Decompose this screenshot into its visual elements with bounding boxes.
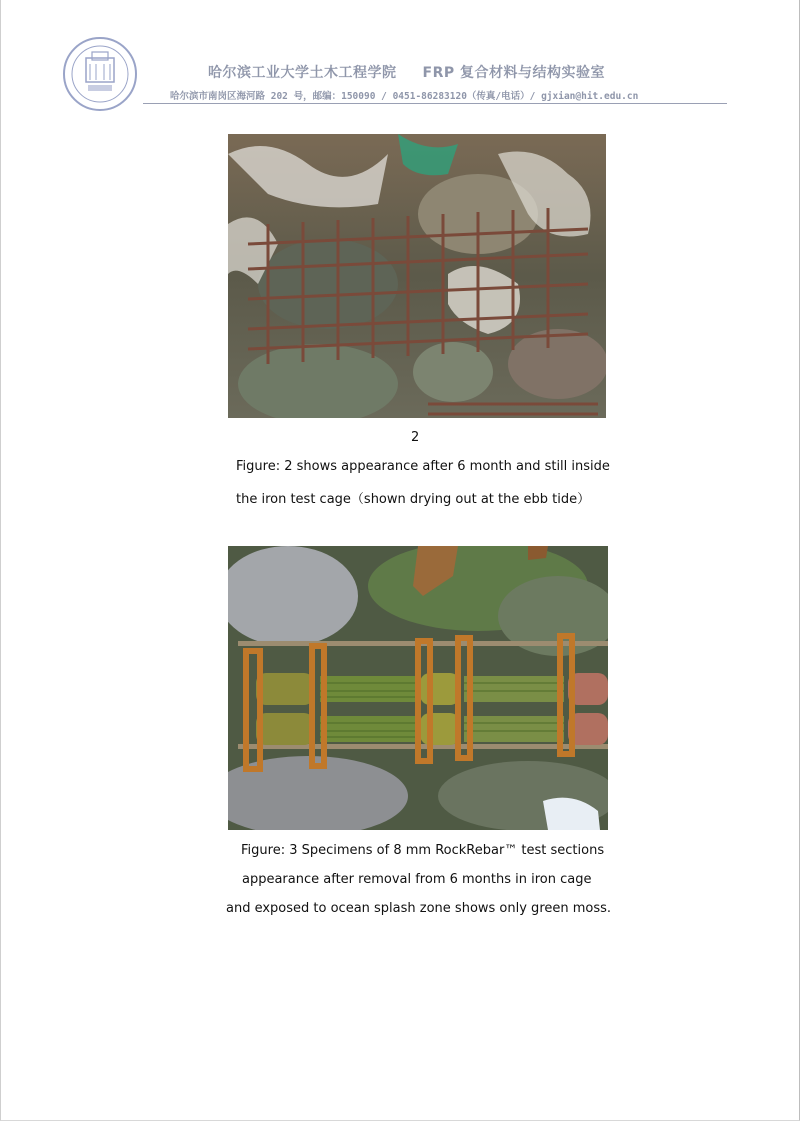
figure-3-caption-line-3: and exposed to ocean splash zone shows only green moss. <box>226 901 612 916</box>
figure-2-number: 2 <box>411 430 420 445</box>
header-divider <box>143 103 727 104</box>
university-seal-logo <box>62 36 138 112</box>
header-lab-name: FRP 复合材料与结构实验室 <box>422 65 605 81</box>
figure-2-caption-line-1: Figure: 2 shows appearance after 6 month and still inside <box>236 459 610 474</box>
header-institution <box>208 62 688 82</box>
figure-3-caption-line-1: Figure: 3 Specimens of 8 mm RockRebar™ test sections <box>241 843 605 858</box>
header-title: 哈尔滨工业大学土木工程学院 <box>208 65 397 81</box>
photo-rockrebar-specimens <box>228 546 608 830</box>
figure-3-caption-line-2: appearance after removal from 6 months in iron cage <box>242 872 592 887</box>
figure-2-caption-line-2: the iron test cage（shown drying out at the ebb tide） <box>236 492 591 507</box>
photo-iron-test-cage <box>228 134 606 418</box>
header-address: 哈尔滨市南岗区海河路 202 号，邮编：150090 / 0451-86283120（传真/电话）/ gjxian@hit.edu.cn <box>170 91 639 102</box>
